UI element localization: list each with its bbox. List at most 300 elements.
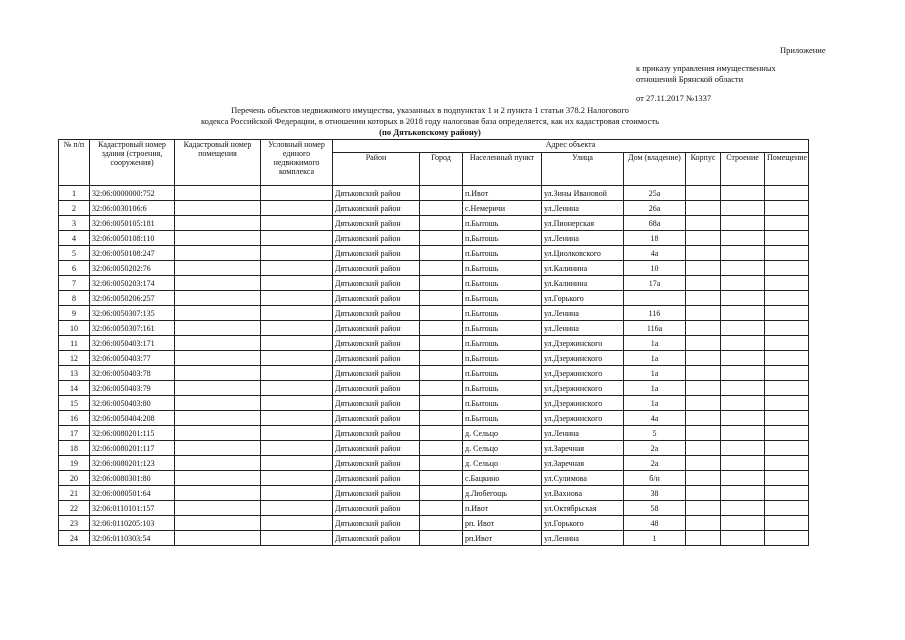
street-cell: ул.Октябрьская <box>542 501 624 516</box>
korpus-cell <box>686 291 721 306</box>
street-cell: ул.Зины Ивановой <box>542 186 624 201</box>
city-cell <box>420 186 463 201</box>
building-cell <box>721 336 765 351</box>
room-cell <box>765 486 809 501</box>
header-room: Помещение <box>765 153 809 186</box>
conditional-number-cell <box>261 201 333 216</box>
street-cell: ул.Горького <box>542 516 624 531</box>
conditional-number-cell <box>261 186 333 201</box>
room-cell <box>765 351 809 366</box>
building-cell <box>721 366 765 381</box>
korpus-cell <box>686 246 721 261</box>
district-cell: Дятьковский район <box>333 366 420 381</box>
conditional-number-cell <box>261 276 333 291</box>
room-cadastral-cell <box>175 531 261 546</box>
header-address-group: Адрес объекта <box>333 140 809 153</box>
appendix-label: Приложение <box>780 45 826 55</box>
house-cell: 2а <box>624 456 686 471</box>
room-cadastral-cell <box>175 261 261 276</box>
room-cell <box>765 411 809 426</box>
room-cadastral-cell <box>175 396 261 411</box>
house-cell: 1а <box>624 381 686 396</box>
header-city: Город <box>420 153 463 186</box>
street-cell: ул.Ленина <box>542 306 624 321</box>
house-cell: 1а <box>624 366 686 381</box>
cadastral-number-cell: 32:06:0050403:80 <box>90 396 175 411</box>
room-cell <box>765 456 809 471</box>
table-body <box>59 186 809 546</box>
district-cell: Дятьковский район <box>333 426 420 441</box>
header-street: Улица <box>542 153 624 186</box>
korpus-cell <box>686 501 721 516</box>
cadastral-number-cell: 32:06:0050403:77 <box>90 351 175 366</box>
conditional-number-cell <box>261 216 333 231</box>
street-cell: ул.Циолковского <box>542 246 624 261</box>
cadastral-number-cell: 32:06:0110303:54 <box>90 531 175 546</box>
cadastral-number-cell: 32:06:0080201:115 <box>90 426 175 441</box>
street-cell: ул.Заречная <box>542 456 624 471</box>
room-cell <box>765 216 809 231</box>
korpus-cell <box>686 276 721 291</box>
building-cell <box>721 186 765 201</box>
house-cell: 68а <box>624 216 686 231</box>
room-cell <box>765 531 809 546</box>
cadastral-number-cell: 32:06:0050403:78 <box>90 366 175 381</box>
conditional-number-cell <box>261 366 333 381</box>
header-district: Район <box>333 153 420 186</box>
conditional-number-cell <box>261 516 333 531</box>
building-cell <box>721 441 765 456</box>
building-cell <box>721 291 765 306</box>
street-cell: ул.Пионерская <box>542 216 624 231</box>
room-cell <box>765 396 809 411</box>
house-cell: 58 <box>624 501 686 516</box>
district-cell: Дятьковский район <box>333 531 420 546</box>
locality-cell: рп.Ивот <box>463 531 542 546</box>
title-line-1: Перечень объектов недвижимого имущества, указанных в подпунктах 1 и 2 пункта 1 статьи 378.2 Налогового <box>231 105 629 115</box>
conditional-number-cell <box>261 291 333 306</box>
table-row <box>59 366 809 381</box>
room-cadastral-cell <box>175 321 261 336</box>
room-cadastral-cell <box>175 381 261 396</box>
city-cell <box>420 351 463 366</box>
row-number: 15 <box>59 396 90 411</box>
locality-cell: п.Бытошь <box>463 246 542 261</box>
conditional-number-cell <box>261 261 333 276</box>
house-cell: 18 <box>624 231 686 246</box>
row-number: 2 <box>59 201 90 216</box>
district-cell: Дятьковский район <box>333 306 420 321</box>
district-cell: Дятьковский район <box>333 201 420 216</box>
city-cell <box>420 366 463 381</box>
cadastral-number-cell: 32:06:0080501:64 <box>90 486 175 501</box>
row-number: 16 <box>59 411 90 426</box>
city-cell <box>420 531 463 546</box>
city-cell <box>420 306 463 321</box>
conditional-number-cell <box>261 456 333 471</box>
locality-cell: п.Бытошь <box>463 276 542 291</box>
row-number: 5 <box>59 246 90 261</box>
table-row <box>59 261 809 276</box>
house-cell: 4а <box>624 411 686 426</box>
street-cell: ул.Дзержинского <box>542 336 624 351</box>
row-number: 22 <box>59 501 90 516</box>
title-line-3: (по Дятьковскому району) <box>379 127 481 137</box>
cadastral-number-cell: 32:06:0000000:752 <box>90 186 175 201</box>
conditional-number-cell <box>261 381 333 396</box>
room-cell <box>765 336 809 351</box>
conditional-number-cell <box>261 306 333 321</box>
cadastral-number-cell: 32:06:0110101:157 <box>90 501 175 516</box>
locality-cell: п.Бытошь <box>463 336 542 351</box>
house-cell: 10 <box>624 261 686 276</box>
district-cell: Дятьковский район <box>333 276 420 291</box>
row-number: 18 <box>59 441 90 456</box>
korpus-cell <box>686 426 721 441</box>
table-row <box>59 441 809 456</box>
city-cell <box>420 426 463 441</box>
room-cadastral-cell <box>175 291 261 306</box>
street-cell: ул.Ленина <box>542 321 624 336</box>
house-cell: 1 <box>624 531 686 546</box>
cadastral-number-cell: 32:06:0080301:80 <box>90 471 175 486</box>
building-cell <box>721 531 765 546</box>
conditional-number-cell <box>261 501 333 516</box>
street-cell: ул.Дзержинского <box>542 351 624 366</box>
locality-cell: п.Бытошь <box>463 381 542 396</box>
locality-cell: с.Бацкино <box>463 471 542 486</box>
street-cell: ул.Сулимова <box>542 471 624 486</box>
conditional-number-cell <box>261 471 333 486</box>
title-line-2: кодекса Российской Федерации, в отношении которых в 2018 году налоговая база определяется, как их кадастровая стоимость <box>200 116 659 126</box>
city-cell <box>420 471 463 486</box>
row-number: 20 <box>59 471 90 486</box>
district-cell: Дятьковский район <box>333 471 420 486</box>
room-cadastral-cell <box>175 411 261 426</box>
cadastral-number-cell: 32:06:0050108:247 <box>90 246 175 261</box>
district-cell: Дятьковский район <box>333 231 420 246</box>
header-building: Строение <box>721 153 765 186</box>
house-cell: 4а <box>624 246 686 261</box>
korpus-cell <box>686 216 721 231</box>
korpus-cell <box>686 441 721 456</box>
room-cell <box>765 231 809 246</box>
building-cell <box>721 426 765 441</box>
room-cadastral-cell <box>175 186 261 201</box>
room-cadastral-cell <box>175 516 261 531</box>
room-cadastral-cell <box>175 231 261 246</box>
house-cell: 1а <box>624 351 686 366</box>
table-row <box>59 216 809 231</box>
conditional-number-cell <box>261 336 333 351</box>
street-cell: ул.Ленина <box>542 201 624 216</box>
room-cell <box>765 306 809 321</box>
room-cell <box>765 186 809 201</box>
table-row <box>59 501 809 516</box>
conditional-number-cell <box>261 231 333 246</box>
conditional-number-cell <box>261 426 333 441</box>
table-row <box>59 471 809 486</box>
locality-cell: п.Ивот <box>463 501 542 516</box>
row-number: 1 <box>59 186 90 201</box>
order-line-1: к приказу управления имущественных <box>636 63 776 73</box>
row-number: 13 <box>59 366 90 381</box>
korpus-cell <box>686 516 721 531</box>
district-cell: Дятьковский район <box>333 441 420 456</box>
building-cell <box>721 261 765 276</box>
building-cell <box>721 501 765 516</box>
building-cell <box>721 471 765 486</box>
city-cell <box>420 486 463 501</box>
district-cell: Дятьковский район <box>333 246 420 261</box>
city-cell <box>420 456 463 471</box>
conditional-number-cell <box>261 411 333 426</box>
cadastral-number-cell: 32:06:0050403:79 <box>90 381 175 396</box>
locality-cell: п.Бытошь <box>463 231 542 246</box>
korpus-cell <box>686 201 721 216</box>
district-cell: Дятьковский район <box>333 381 420 396</box>
district-cell: Дятьковский район <box>333 516 420 531</box>
row-number: 23 <box>59 516 90 531</box>
locality-cell: д.Любегощь <box>463 486 542 501</box>
table-row <box>59 246 809 261</box>
header-cadastral-room: Кадастровый номер помещения <box>175 140 261 186</box>
city-cell <box>420 441 463 456</box>
conditional-number-cell <box>261 321 333 336</box>
order-line-2: отношений Брянской области <box>636 74 744 84</box>
korpus-cell <box>686 306 721 321</box>
locality-cell: д. Сельцо <box>463 456 542 471</box>
header-conditional: Условный номер единого недвижимого комплекса <box>261 140 333 186</box>
room-cadastral-cell <box>175 306 261 321</box>
city-cell <box>420 276 463 291</box>
street-cell: ул.Дзержинского <box>542 411 624 426</box>
house-cell: 116 <box>624 306 686 321</box>
korpus-cell <box>686 471 721 486</box>
table-row <box>59 276 809 291</box>
house-cell: б/н <box>624 471 686 486</box>
locality-cell: д. Сельцо <box>463 426 542 441</box>
header-cadastral-building: Кадастровый номер здания (строения, сооружения) <box>90 140 175 186</box>
locality-cell: с.Немеричи <box>463 201 542 216</box>
city-cell <box>420 516 463 531</box>
street-cell: ул.Ленина <box>542 231 624 246</box>
street-cell: ул.Калинина <box>542 261 624 276</box>
row-number: 12 <box>59 351 90 366</box>
table-row <box>59 351 809 366</box>
table-row <box>59 486 809 501</box>
locality-cell: п.Бытошь <box>463 216 542 231</box>
header-house: Дом (владение) <box>624 153 686 186</box>
district-cell: Дятьковский район <box>333 486 420 501</box>
korpus-cell <box>686 261 721 276</box>
room-cell <box>765 366 809 381</box>
room-cell <box>765 261 809 276</box>
city-cell <box>420 396 463 411</box>
building-cell <box>721 321 765 336</box>
house-cell: 2а <box>624 441 686 456</box>
locality-cell: п.Бытошь <box>463 321 542 336</box>
korpus-cell <box>686 396 721 411</box>
cadastral-number-cell: 32:06:0050403:171 <box>90 336 175 351</box>
room-cadastral-cell <box>175 471 261 486</box>
building-cell <box>721 351 765 366</box>
street-cell: ул.Дзержинского <box>542 396 624 411</box>
room-cell <box>765 516 809 531</box>
cadastral-number-cell: 32:06:0050307:161 <box>90 321 175 336</box>
order-date: от 27.11.2017 №1337 <box>636 93 712 103</box>
table-row <box>59 411 809 426</box>
city-cell <box>420 321 463 336</box>
building-cell <box>721 381 765 396</box>
locality-cell: п.Бытошь <box>463 411 542 426</box>
table-row <box>59 201 809 216</box>
conditional-number-cell <box>261 531 333 546</box>
header-locality: Населенный пункт <box>463 153 542 186</box>
table-row <box>59 396 809 411</box>
room-cadastral-cell <box>175 246 261 261</box>
city-cell <box>420 411 463 426</box>
row-number: 9 <box>59 306 90 321</box>
city-cell <box>420 381 463 396</box>
house-cell: 17а <box>624 276 686 291</box>
table-row <box>59 531 809 546</box>
conditional-number-cell <box>261 441 333 456</box>
city-cell <box>420 501 463 516</box>
building-cell <box>721 516 765 531</box>
locality-cell: п.Бытошь <box>463 306 542 321</box>
street-cell: ул.Вахнова <box>542 486 624 501</box>
room-cell <box>765 501 809 516</box>
building-cell <box>721 456 765 471</box>
cadastral-number-cell: 32:06:0050105:181 <box>90 216 175 231</box>
district-cell: Дятьковский район <box>333 216 420 231</box>
table-row <box>59 456 809 471</box>
cadastral-number-cell: 32:06:0110205:103 <box>90 516 175 531</box>
house-cell: 25а <box>624 186 686 201</box>
district-cell: Дятьковский район <box>333 411 420 426</box>
korpus-cell <box>686 531 721 546</box>
room-cadastral-cell <box>175 501 261 516</box>
row-number: 11 <box>59 336 90 351</box>
house-cell: 116а <box>624 321 686 336</box>
korpus-cell <box>686 366 721 381</box>
locality-cell: п.Бытошь <box>463 396 542 411</box>
room-cell <box>765 441 809 456</box>
room-cadastral-cell <box>175 336 261 351</box>
locality-cell: п.Бытошь <box>463 291 542 306</box>
city-cell <box>420 246 463 261</box>
room-cadastral-cell <box>175 456 261 471</box>
locality-cell: п.Бытошь <box>463 351 542 366</box>
city-cell <box>420 201 463 216</box>
conditional-number-cell <box>261 246 333 261</box>
table-row <box>59 426 809 441</box>
row-number: 21 <box>59 486 90 501</box>
district-cell: Дятьковский район <box>333 186 420 201</box>
house-cell <box>624 291 686 306</box>
city-cell <box>420 291 463 306</box>
korpus-cell <box>686 186 721 201</box>
table-row <box>59 186 809 201</box>
row-number: 24 <box>59 531 90 546</box>
street-cell: ул.Дзержинского <box>542 381 624 396</box>
room-cell <box>765 276 809 291</box>
room-cell <box>765 426 809 441</box>
row-number: 3 <box>59 216 90 231</box>
district-cell: Дятьковский район <box>333 261 420 276</box>
cadastral-number-cell: 32:06:0080201:123 <box>90 456 175 471</box>
cadastral-number-cell: 32:06:0050108:110 <box>90 231 175 246</box>
row-number: 6 <box>59 261 90 276</box>
building-cell <box>721 201 765 216</box>
district-cell: Дятьковский район <box>333 336 420 351</box>
house-cell: 26а <box>624 201 686 216</box>
street-cell: ул.Горького <box>542 291 624 306</box>
korpus-cell <box>686 231 721 246</box>
table-row <box>59 291 809 306</box>
room-cell <box>765 321 809 336</box>
row-number: 19 <box>59 456 90 471</box>
district-cell: Дятьковский район <box>333 396 420 411</box>
building-cell <box>721 486 765 501</box>
district-cell: Дятьковский район <box>333 321 420 336</box>
city-cell <box>420 261 463 276</box>
room-cadastral-cell <box>175 351 261 366</box>
korpus-cell <box>686 456 721 471</box>
room-cell <box>765 201 809 216</box>
room-cadastral-cell <box>175 216 261 231</box>
room-cadastral-cell <box>175 276 261 291</box>
table-row <box>59 516 809 531</box>
district-cell: Дятьковский район <box>333 456 420 471</box>
district-cell: Дятьковский район <box>333 501 420 516</box>
house-cell: 1а <box>624 336 686 351</box>
room-cell <box>765 246 809 261</box>
building-cell <box>721 396 765 411</box>
cadastral-number-cell: 32:06:0050307:135 <box>90 306 175 321</box>
building-cell <box>721 276 765 291</box>
korpus-cell <box>686 336 721 351</box>
building-cell <box>721 246 765 261</box>
table-row <box>59 231 809 246</box>
cadastral-number-cell: 32:06:0030106:6 <box>90 201 175 216</box>
header-num: № п/п <box>59 140 90 186</box>
row-number: 4 <box>59 231 90 246</box>
conditional-number-cell <box>261 396 333 411</box>
street-cell: ул.Калинина <box>542 276 624 291</box>
table-row <box>59 306 809 321</box>
conditional-number-cell <box>261 486 333 501</box>
district-cell: Дятьковский район <box>333 351 420 366</box>
locality-cell: п.Бытошь <box>463 261 542 276</box>
property-table <box>58 139 809 546</box>
korpus-cell <box>686 351 721 366</box>
table-row <box>59 381 809 396</box>
house-cell: 38 <box>624 486 686 501</box>
building-cell <box>721 306 765 321</box>
city-cell <box>420 216 463 231</box>
cadastral-number-cell: 32:06:0050404:208 <box>90 411 175 426</box>
cadastral-number-cell: 32:06:0050206:257 <box>90 291 175 306</box>
city-cell <box>420 231 463 246</box>
table-row <box>59 321 809 336</box>
district-cell: Дятьковский район <box>333 291 420 306</box>
street-cell: ул.Ленина <box>542 426 624 441</box>
building-cell <box>721 216 765 231</box>
room-cadastral-cell <box>175 486 261 501</box>
header-korpus: Корпус <box>686 153 721 186</box>
